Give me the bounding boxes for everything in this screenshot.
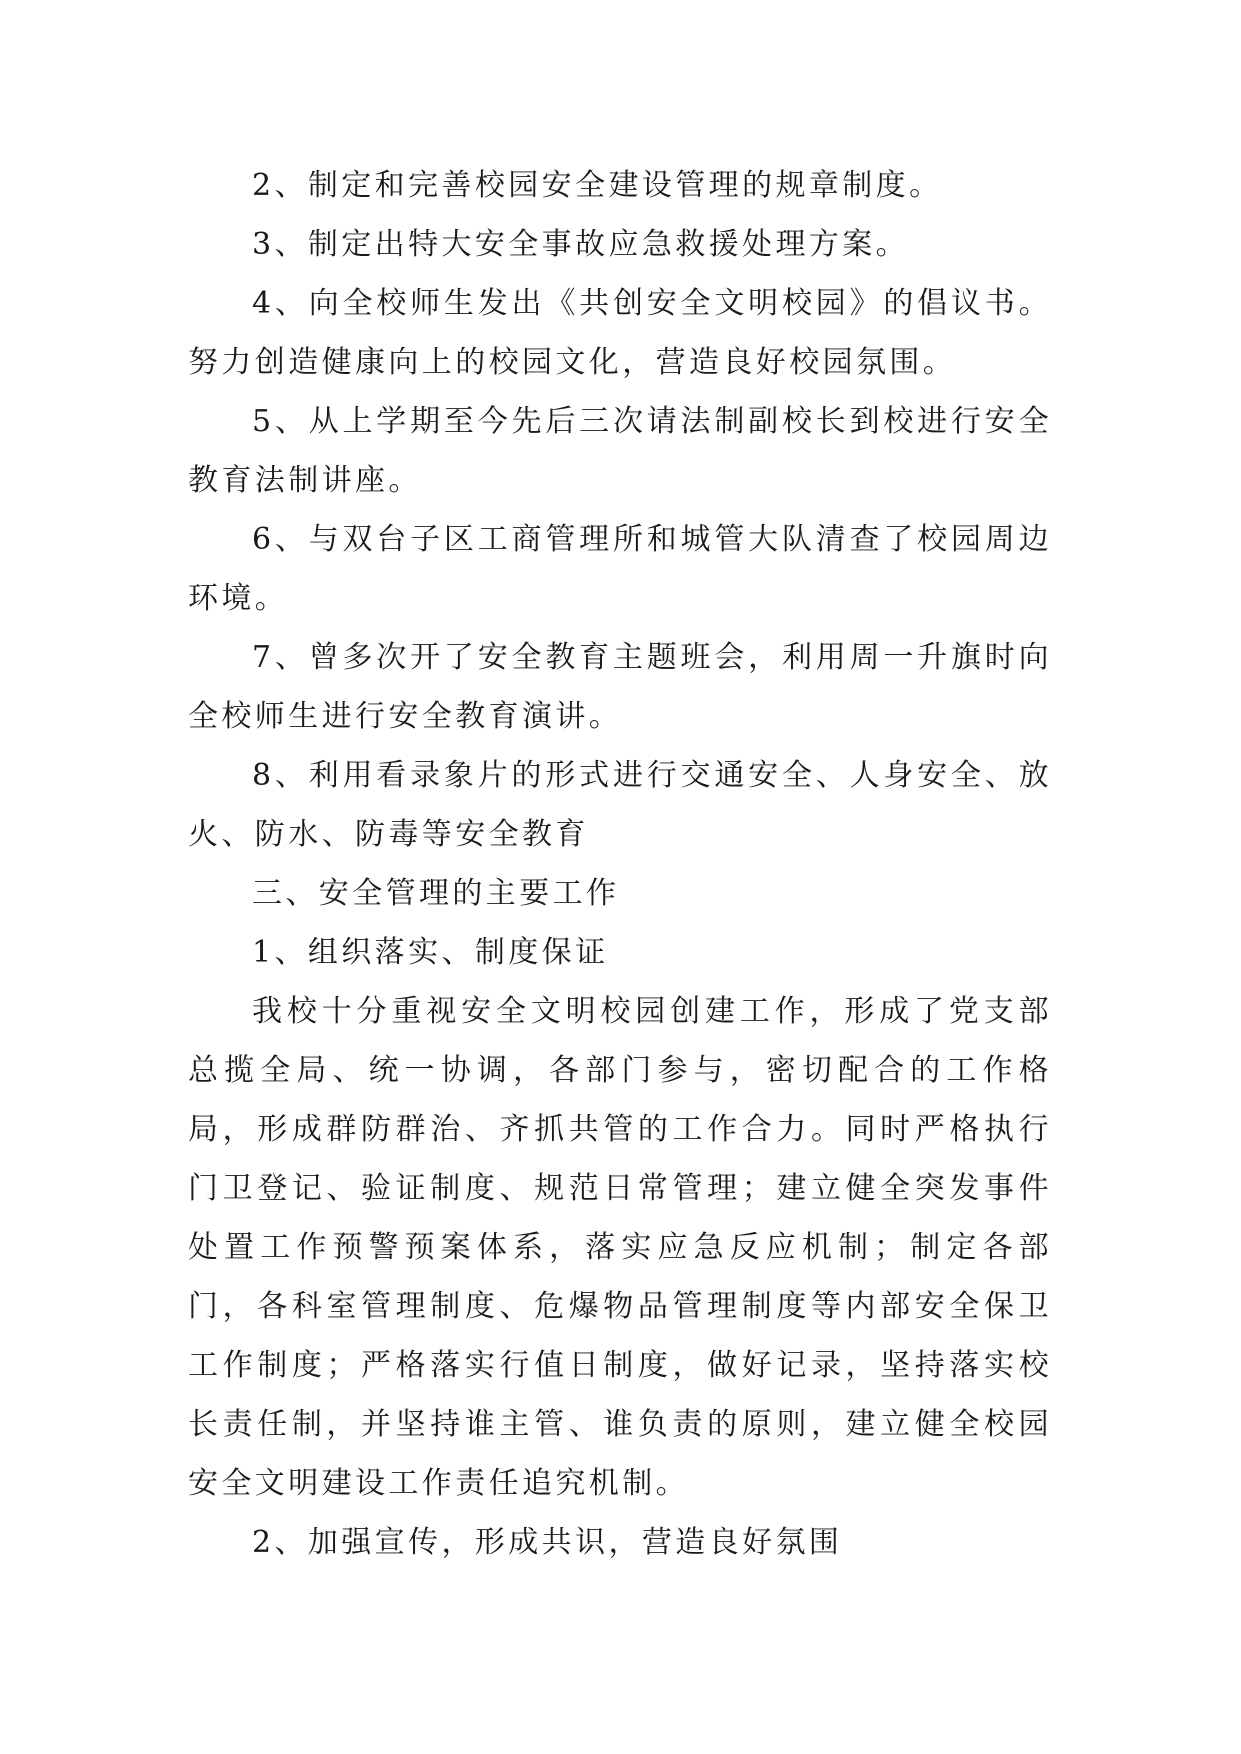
paragraph-item-5-law-lectures: 5、从上学期至今先后三次请法制副校长到校进行安全教育法制讲座。	[188, 404, 1052, 498]
paragraph-organization-body: 我校十分重视安全文明校园创建工作，形成了党支部总揽全局、统一协调，各部门参与，密切配合的工作格局，形成群防群治、齐抓共管的工作合力。同时严格执行门卫登记、验证制度、规范日常管理；建立健全突发事件处置工作预警预案体系，落实应急反应机制；制定各部门，各科室管理制度、危爆物品管理制度等内部安全保卫工作制度；严格落实行值日制度，做好记录，坚持落实校长责任制，并坚持谁主管、谁负责的原则，建立健全校园安全文明建设工作责任追究机制。	[188, 994, 1052, 1501]
paragraph-item-4-proposal: 4、向全校师生发出《共创安全文明校园》的倡议书。努力创造健康向上的校园文化，营造良好校园氛围。	[188, 286, 1052, 380]
section-heading-3: 三、安全管理的主要工作	[252, 876, 620, 911]
subheading-1-organization: 1、组织落实、制度保证	[252, 935, 609, 970]
subheading-2-publicity: 2、加强宣传，形成共识，营造良好氛围	[252, 1525, 843, 1560]
document-body	[188, 156, 1052, 1572]
paragraph-item-2-rules: 2、制定和完善校园安全建设管理的规章制度。	[252, 168, 943, 203]
paragraph-item-3-emergency-plan: 3、制定出特大安全事故应急救援处理方案。	[252, 227, 910, 262]
paragraph-item-7-class-meetings: 7、曾多次开了安全教育主题班会，利用周一升旗时向全校师生进行安全教育演讲。	[188, 640, 1052, 734]
paragraph-item-6-surroundings-check: 6、与双台子区工商管理所和城管大队清查了校园周边环境。	[188, 522, 1052, 616]
paragraph-item-8-video-education: 8、利用看录象片的形式进行交通安全、人身安全、放火、防水、防毒等安全教育	[188, 758, 1052, 852]
